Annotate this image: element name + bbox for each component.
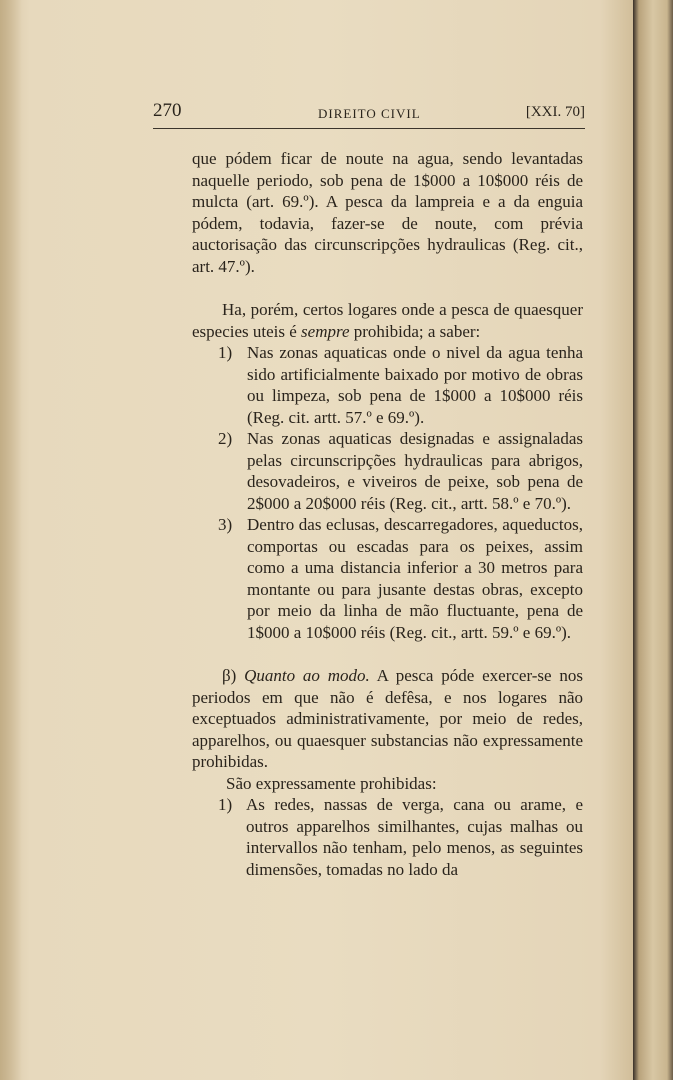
section-reference: [XXI. 70] xyxy=(525,104,585,120)
list-item xyxy=(196,428,583,514)
paragraph-gap xyxy=(196,643,583,665)
emphasis-sempre: sempre xyxy=(301,321,350,341)
paragraph-exceptions-text-2: prohibida; a saber: xyxy=(349,321,481,341)
list-item-number: 3) xyxy=(218,515,233,534)
paragraph-quanto-ao-modo xyxy=(192,665,583,773)
list-item-number: 2) xyxy=(218,429,233,448)
page-body xyxy=(192,148,583,880)
paragraph-quanto-text: A pesca póde exercer-se nos periodos em que não é defêsa, e nos logares não exceptuados administrativamente, por meio de redes, apparelhos, ou quaesquer substancias não expressamente prohibidas. xyxy=(192,666,583,771)
section-heading: Quanto ao modo. xyxy=(244,666,370,685)
paragraph-exceptions-text-1: Ha, porém, certos logares onde a pesca de quaesquer especies uteis é xyxy=(192,300,583,341)
list-item-text: Dentro das eclusas, descarregadores, aqueductos, comportas ou escadas para os peixes, assim como a uma distancia inferior a 30 metros para montante ou para jusante destas obras, excepto por meio da linha de mão fluctuante, pena de 1$000 a 10$000 réis (Reg. cit., artt. 59.º e 69.º). xyxy=(247,515,583,642)
page-header xyxy=(153,100,585,128)
list-item xyxy=(196,342,583,428)
list-item-text: Nas zonas aquaticas onde o nivel da agua tenha sido artificialmente baixado por motivo de obras ou limpeza, sob pena de 1$000 a 10$000 réis (Reg. cit. artt. 57.º e 69.º). xyxy=(247,343,583,427)
next-page-edge xyxy=(633,0,673,1080)
paragraph-gap xyxy=(196,277,583,299)
paragraph-prohibited-intro: São expressamente prohibidas: xyxy=(226,773,437,793)
section-marker: β) xyxy=(222,666,237,685)
list-item-number: 1) xyxy=(218,795,233,814)
running-title: DIREITO CIVIL xyxy=(318,106,421,121)
page-gutter-shadow xyxy=(0,0,22,1080)
header-rule xyxy=(153,128,585,129)
list-item xyxy=(196,514,583,643)
paragraph-continued: que pódem ficar de noute na agua, sendo levantadas naquelle periodo, sob pena de 1$000 a 10$000 réis de mulcta (art. 69.º). A pesca da lampreia e a da enguia pódem, todavia, fazer-se de noute, com prévia auctorisação das circunscripções hydraulicas (Reg. cit., art. 47.º). xyxy=(192,149,583,276)
list-item xyxy=(196,794,583,880)
list-item-text: Nas zonas aquaticas designadas e assignaladas pelas circunscripções hydraulicas para abrigos, desovadeiros, e viveiros de peixe, sob pena de 2$000 a 20$000 réis (Reg. cit., artt. 58.º e 70.º). xyxy=(247,429,583,513)
page-number: 270 xyxy=(153,100,182,121)
paragraph-exceptions xyxy=(192,299,583,342)
list-item-text: As redes, nassas de verga, cana ou arame, e outros apparelhos similhantes, cujas malhas ou intervallos não tenham, pelo menos, as seguintes dimensões, tomadas no lado da xyxy=(246,795,583,879)
list-item-number: 1) xyxy=(218,343,233,362)
